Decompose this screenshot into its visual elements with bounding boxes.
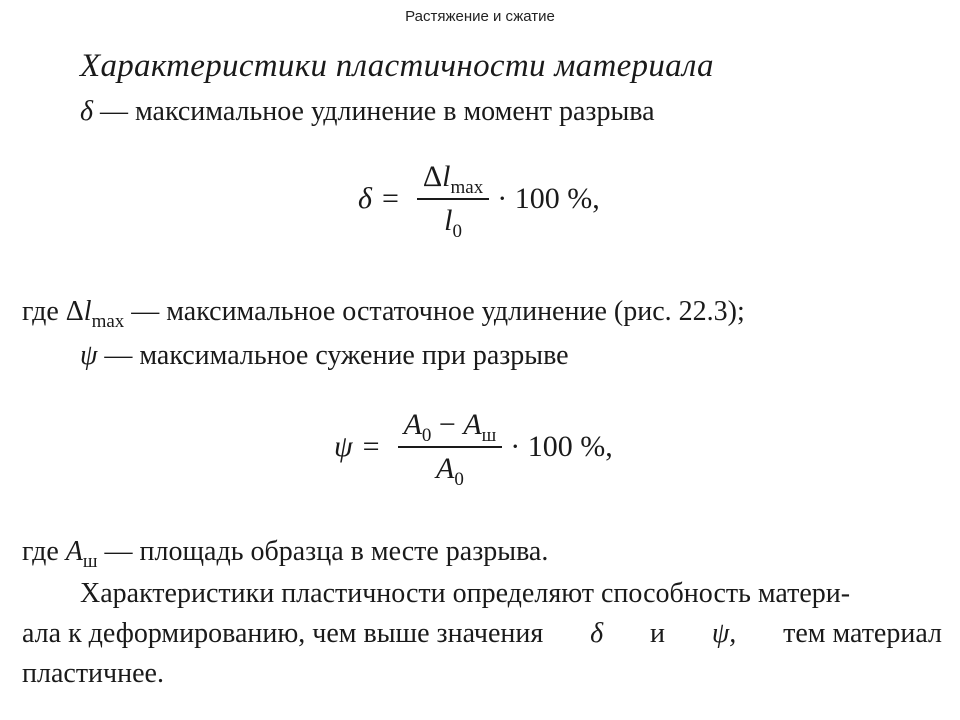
where-delta-l-max — [22, 296, 745, 332]
psi-symbol: ψ — [80, 340, 98, 371]
where1-sub: max — [91, 311, 125, 332]
paragraph-psi: ψ, — [711, 618, 737, 649]
where2-var: A — [65, 536, 83, 567]
formula2-num-a-sub: 0 — [421, 425, 432, 446]
psi-definition-text: — максимальное сужение при разрыве — [104, 340, 569, 371]
where1-text: — максимальное остаточное удлинение (рис. 22.3); — [131, 296, 745, 327]
psi-definition — [80, 340, 569, 372]
formula1-num-delta: Δ — [422, 160, 443, 193]
section-title: Характеристики пластичности материала — [80, 48, 714, 84]
where2-text: — площадь образца в месте разрыва. — [104, 536, 549, 567]
where1-delta: Δ — [65, 296, 84, 327]
where2-sub: ш — [82, 551, 98, 572]
formula1-denominator — [444, 200, 462, 242]
contraction-formula — [334, 408, 613, 490]
formula1-tail: · 100 %, — [497, 182, 600, 215]
delta-definition — [80, 96, 655, 128]
plasticity-paragraph — [22, 574, 942, 694]
paragraph-line-2-start: ала к деформированию, чем выше значения — [22, 618, 544, 649]
paragraph-delta: δ — [590, 618, 604, 649]
formula2-equals: = — [362, 430, 380, 463]
where1-prefix: где — [22, 296, 59, 327]
formula2-num-b-sub: ш — [481, 425, 497, 446]
formula1-lhs: δ — [358, 182, 372, 215]
delta-symbol: δ — [80, 96, 94, 127]
delta-definition-text: максимальное удлинение в момент разрыва — [135, 96, 655, 127]
formula1-equals: = — [381, 182, 399, 215]
where-a-sh — [22, 536, 549, 572]
formula2-minus: − — [438, 408, 456, 441]
paragraph-line-3: пластичнее. — [22, 658, 164, 689]
formula2-den-var: A — [436, 452, 455, 485]
paragraph-and: и — [649, 618, 665, 649]
paragraph-line-1: Характеристики пластичности определяют способность матери- — [80, 578, 851, 609]
formula2-lhs: ψ — [334, 430, 353, 463]
formula2-denominator — [436, 448, 464, 490]
elongation-formula — [358, 160, 600, 242]
paragraph-line-2 — [22, 614, 942, 654]
formula2-fraction — [398, 408, 503, 490]
formula1-num-var: l — [442, 160, 451, 193]
slide-header: Растяжение и сжатие — [405, 8, 555, 25]
formula2-num-b: A — [463, 408, 482, 441]
where1-var: l — [83, 296, 92, 327]
formula2-tail: · 100 %, — [510, 430, 613, 463]
paragraph-line-2-end: тем материал — [783, 618, 942, 649]
formula1-den-sub: 0 — [452, 221, 462, 242]
formula1-fraction — [417, 160, 489, 242]
formula1-num-sub: max — [450, 177, 484, 198]
delta-dash: — — [100, 96, 129, 127]
formula1-numerator — [417, 160, 489, 198]
where2-prefix: где — [22, 536, 59, 567]
formula2-num-a: A — [403, 408, 422, 441]
formula2-den-sub: 0 — [454, 469, 464, 490]
formula1-den-var: l — [444, 204, 453, 237]
formula2-numerator — [398, 408, 503, 446]
